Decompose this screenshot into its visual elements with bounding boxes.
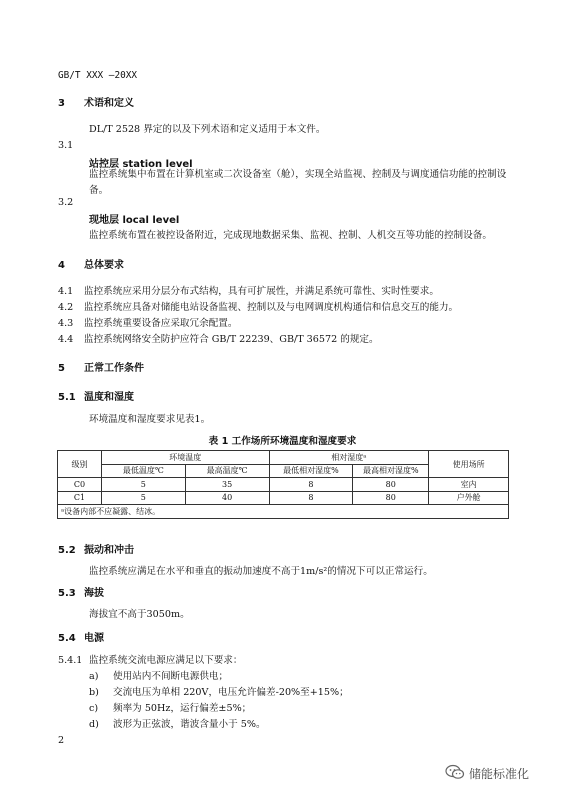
subsection-number: 5.2 (58, 545, 76, 556)
section-title: 术语和定义 (84, 98, 134, 109)
list-item (58, 331, 379, 345)
header-cell: 相对湿度ᵃ (269, 451, 429, 465)
list-item (58, 283, 439, 297)
clause-5-4-1 (58, 652, 243, 666)
header-cell: 最低温度℃ (101, 464, 185, 478)
item-number: 4.2 (58, 302, 74, 313)
table-cell: C0 (58, 478, 102, 492)
table-cell: 8 (269, 491, 353, 505)
item-text: 监控系统重要设备应采取冗余配置。 (84, 318, 238, 329)
list-item (58, 299, 458, 313)
term-definition: 监控系统集中布置在计算机室或二次设备室（舱），实现全站监视、控制及与调度通信功能的控制设备。 (89, 169, 507, 196)
item-text: 交流电压为单相 220V，电压允许偏差-20%至+15%； (113, 687, 349, 698)
table-caption: 表 1 工作场所环境温度和湿度要求 (208, 436, 357, 447)
header-cell: 环境温度 (101, 451, 269, 465)
subsection-number: 5.1 (58, 392, 76, 403)
item-text: 波形为正弦波，谐波含量小于 5%。 (113, 719, 266, 730)
term-number: 3.1 (58, 140, 74, 151)
item-text: 使用站内不间断电源供电； (113, 671, 229, 682)
subsection-5-2-heading (58, 541, 134, 556)
table-cell: 室内 (429, 478, 509, 492)
subsection-number: 5.3 (58, 588, 76, 599)
item-mark: d) (89, 719, 99, 730)
list-item (89, 684, 349, 698)
section-title: 正常工作条件 (84, 363, 144, 374)
item-number: 4.1 (58, 286, 74, 297)
header-cell: 最高相对湿度% (353, 464, 429, 478)
list-item (58, 315, 238, 329)
table-header-row (58, 451, 509, 465)
term-number: 3.2 (58, 197, 74, 208)
header-cell: 最低相对湿度% (269, 464, 353, 478)
clause-number: 5.4.1 (58, 655, 83, 666)
item-number: 4.3 (58, 318, 74, 329)
item-text: 监控系统应采用分层分布式结构，具有可扩展性，并满足系统可靠性、实时性要求。 (84, 286, 439, 297)
document-id: GB/T XXX —20XX (58, 70, 138, 81)
item-mark: b) (89, 687, 99, 698)
table-cell: 40 (185, 491, 269, 505)
table-cell: 5 (101, 478, 185, 492)
table-note: ᵃ设备内部不应凝露、结冰。 (58, 505, 509, 519)
item-mark: c) (89, 703, 99, 714)
wechat-icon (445, 764, 465, 780)
item-text: 频率为 50Hz，运行偏差±5%； (113, 703, 252, 714)
header-cell: 最高温度℃ (185, 464, 269, 478)
term-title: 站控层 station level (89, 159, 193, 170)
watermark-text: 储能标准化 (469, 767, 530, 781)
term-title: 现地层 local level (89, 215, 180, 226)
header-cell: 使用场所 (429, 451, 509, 478)
list-item (89, 668, 228, 682)
temperature-humidity-table (57, 450, 509, 519)
subsection-title: 温度和湿度 (84, 392, 134, 403)
subsection-text: 海拔宜不高于3050m。 (89, 609, 190, 620)
table-cell: 35 (185, 478, 269, 492)
subsection-number: 5.4 (58, 633, 76, 644)
table-row (58, 491, 509, 505)
subsection-text: 环境温度和湿度要求见表1。 (89, 414, 211, 425)
table-row (58, 478, 509, 492)
section-5-heading (58, 359, 144, 374)
subsection-title: 海拔 (84, 588, 104, 599)
table-cell: 8 (269, 478, 353, 492)
list-item (89, 716, 266, 730)
subsection-5-3-heading (58, 584, 104, 599)
table-note-row (58, 505, 509, 519)
table-cell: C1 (58, 491, 102, 505)
clause-text: 监控系统交流电源应满足以下要求： (89, 655, 243, 666)
header-cell: 级别 (58, 451, 102, 478)
section-title: 总体要求 (84, 260, 124, 271)
table-cell: 户外舱 (429, 491, 509, 505)
subsection-title: 电源 (84, 633, 104, 644)
table-cell: 5 (101, 491, 185, 505)
list-item (89, 700, 251, 714)
section-number: 5 (58, 363, 65, 374)
subsection-text: 监控系统应满足在水平和垂直的振动加速度不高于1m/s²的情况下可以正常运行。 (89, 566, 433, 577)
item-number: 4.4 (58, 334, 74, 345)
subsection-5-1-heading (58, 388, 134, 403)
table-cell: 80 (353, 478, 429, 492)
subsection-title: 振动和冲击 (84, 545, 134, 556)
section-number: 3 (58, 98, 65, 109)
section-3-intro: DL/T 2528 界定的以及下列术语和定义适用于本文件。 (89, 124, 326, 135)
section-4-heading (58, 256, 124, 271)
item-text: 监控系统网络安全防护应符合 GB/T 22239、GB/T 36572 的规定。 (84, 334, 379, 345)
page-number: 2 (58, 735, 65, 746)
subsection-5-4-heading (58, 629, 104, 644)
section-3-heading (58, 94, 134, 109)
section-number: 4 (58, 260, 65, 271)
item-mark: a) (89, 671, 99, 682)
term-definition: 监控系统布置在被控设备附近，完成现地数据采集、监视、控制、人机交互等功能的控制设备。 (89, 230, 492, 241)
table-cell: 80 (353, 491, 429, 505)
item-text: 监控系统应具备对储能电站设备监视、控制以及与电网调度机构通信和信息交互的能力。 (84, 302, 459, 313)
